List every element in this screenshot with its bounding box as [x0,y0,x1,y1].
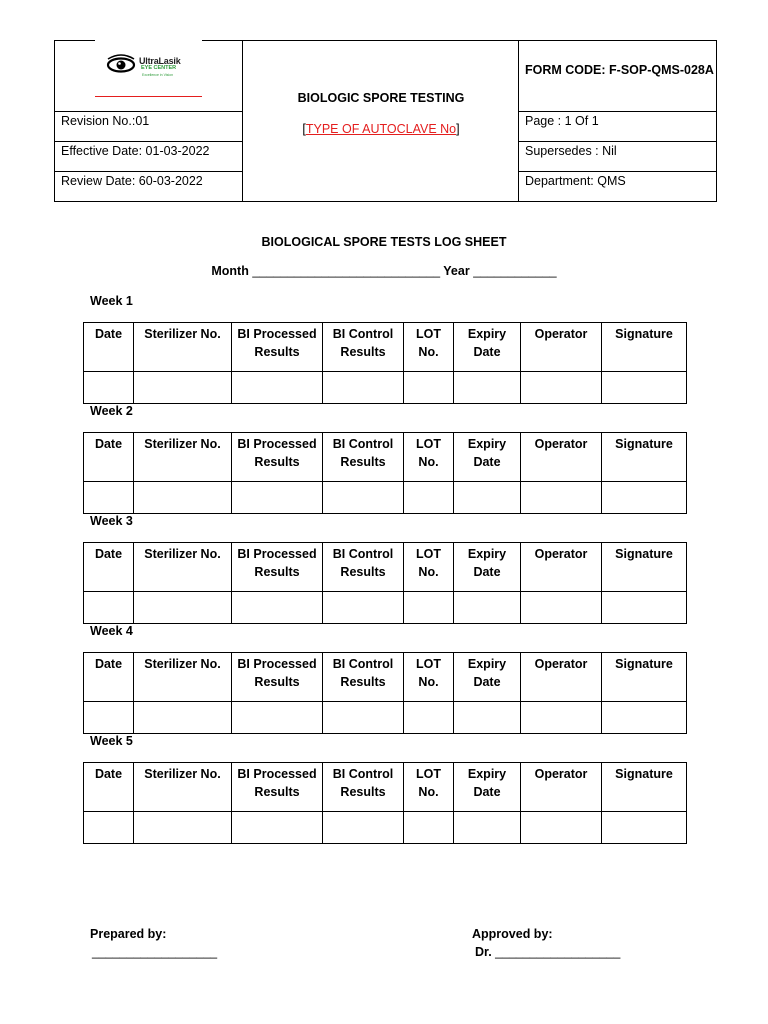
entry-cell[interactable] [134,372,232,404]
entry-cell[interactable] [323,592,404,624]
form-code: FORM CODE: F-SOP-QMS-028A [525,63,714,77]
column-header-line: No. [418,785,439,799]
column-header [84,763,134,812]
column-header [521,433,602,482]
entry-cell[interactable] [454,482,521,514]
column-header-line: No. [418,675,439,689]
approved-by-line[interactable]: Dr. __________________ [475,945,621,959]
column-header [232,653,323,702]
column-header-line: LOT [416,657,441,671]
week-label: Week 4 [90,624,133,638]
week-log-table [83,652,687,734]
department: Department: QMS [525,174,626,188]
column-header [323,653,404,702]
entry-cell[interactable] [602,372,687,404]
column-header-line: Results [254,565,300,579]
header-rule [518,111,717,112]
revision-number: Revision No.:01 [61,114,150,128]
header-gap [95,38,202,42]
entry-cell[interactable] [602,592,687,624]
entry-cell[interactable] [602,702,687,734]
column-header [232,323,323,372]
header-divider [518,40,519,202]
entry-cell[interactable] [521,482,602,514]
column-header [84,323,134,372]
autoclave-subtitle: [TYPE OF AUTOCLAVE No] [302,122,460,136]
column-header-line: No. [418,565,439,579]
column-header [454,433,521,482]
column-header [454,543,521,592]
entry-cell[interactable] [521,812,602,844]
column-header-line: Expiry [467,327,507,341]
page-number: Page : 1 Of 1 [525,114,599,128]
entry-cell[interactable] [404,812,454,844]
column-header-line: Operator [534,767,588,781]
entry-cell[interactable] [602,482,687,514]
column-header [454,323,521,372]
logo-brand: UltraLasik [139,56,181,66]
column-header [521,653,602,702]
column-header-line: LOT [416,547,441,561]
week-label: Week 1 [90,294,133,308]
supersedes: Supersedes : Nil [525,144,617,158]
column-header [602,323,687,372]
entry-cell[interactable] [232,812,323,844]
column-header-line: BI Processed [237,657,317,671]
column-header-line: BI Control [332,767,394,781]
week-label: Week 5 [90,734,133,748]
column-header-line: Date [473,565,501,579]
column-header [602,653,687,702]
column-header-line: LOT [416,767,441,781]
week-label: Week 2 [90,404,133,418]
column-header-line: Date [473,345,501,359]
prepared-by-signature-line[interactable]: __________________ [92,945,218,959]
table-row [84,812,687,844]
entry-cell[interactable] [134,812,232,844]
column-header-line: BI Control [332,437,394,451]
column-header [404,763,454,812]
column-header-line: Operator [534,327,588,341]
column-header-line: Date [473,785,501,799]
column-header [323,543,404,592]
table-row [84,592,687,624]
column-header-line: Signature [615,657,673,671]
column-header [323,763,404,812]
entry-cell[interactable] [521,372,602,404]
entry-cell[interactable] [454,812,521,844]
column-header [404,323,454,372]
column-header [521,323,602,372]
column-header-line: Operator [534,437,588,451]
table-header-row [84,543,687,592]
column-header-line: Signature [615,547,673,561]
logo-tagline: Excellence in Vision [142,73,174,77]
week-log-table [83,542,687,624]
entry-cell[interactable] [323,702,404,734]
column-header-line: Date [94,767,123,781]
table-row [84,482,687,514]
entry-cell[interactable] [232,482,323,514]
column-header-line: Date [473,455,501,469]
entry-cell[interactable] [404,482,454,514]
week-log-table [83,432,687,514]
table-header-row [84,763,687,812]
column-header-line: Signature [615,327,673,341]
entry-cell[interactable] [134,702,232,734]
column-header-line: No. [418,345,439,359]
column-header [134,433,232,482]
entry-cell[interactable] [323,482,404,514]
column-header-line: Results [340,345,386,359]
entry-cell[interactable] [454,702,521,734]
prepared-by-label: Prepared by: [90,927,167,941]
month-field[interactable]: ___________________________ [252,264,441,278]
column-header [134,653,232,702]
column-header [84,433,134,482]
column-header [404,543,454,592]
logo-subbrand: EYE CENTER [141,65,177,71]
column-header-line: Sterilizer No. [144,657,221,671]
column-header [232,433,323,482]
column-header-line: Results [254,345,300,359]
column-header-line: Date [94,327,123,341]
column-header [602,543,687,592]
column-header-line: BI Processed [237,327,317,341]
entry-cell[interactable] [454,372,521,404]
entry-cell[interactable] [84,812,134,844]
column-header-line: Date [473,675,501,689]
column-header-line: No. [418,455,439,469]
column-header-line: LOT [416,437,441,451]
column-header [134,323,232,372]
column-header-line: Results [340,455,386,469]
entry-cell[interactable] [134,482,232,514]
entry-cell[interactable] [323,372,404,404]
effective-date: Effective Date: 01-03-2022 [61,144,210,158]
column-header [521,763,602,812]
column-header [404,433,454,482]
table-row [84,702,687,734]
column-header-line: Operator [534,657,588,671]
table-row [84,372,687,404]
column-header-line: Sterilizer No. [144,437,221,451]
column-header-line: Results [254,785,300,799]
table-header-row [84,653,687,702]
entry-cell[interactable] [232,372,323,404]
column-header [84,653,134,702]
entry-cell[interactable] [454,592,521,624]
entry-cell[interactable] [84,482,134,514]
entry-cell[interactable] [84,702,134,734]
column-header-line: Expiry [467,547,507,561]
column-header-line: Expiry [467,437,507,451]
column-header-line: Date [94,437,123,451]
log-sheet-title: BIOLOGICAL SPORE TESTS LOG SHEET [261,235,507,249]
entry-cell[interactable] [404,372,454,404]
column-header [232,543,323,592]
column-header-line: Signature [615,437,673,451]
entry-cell[interactable] [404,702,454,734]
column-header-line: Operator [534,547,588,561]
column-header [84,543,134,592]
entry-cell[interactable] [404,592,454,624]
header-rule [54,111,243,112]
header-rule [518,141,717,142]
column-header-line: Date [94,657,123,671]
column-header-line: Sterilizer No. [144,767,221,781]
column-header-line: BI Processed [237,767,317,781]
column-header-line: Results [254,455,300,469]
header-rule [518,171,717,172]
entry-cell[interactable] [602,812,687,844]
logo-red-underline [95,96,202,97]
approved-by-label: Approved by: [472,927,553,941]
column-header [134,543,232,592]
header-divider [242,40,243,202]
column-header-line: Expiry [467,657,507,671]
entry-cell[interactable] [232,702,323,734]
column-header-line: BI Control [332,327,394,341]
column-header-line: Expiry [467,767,507,781]
month-year-line: Month ___________________________ Year ____________ [211,264,557,278]
column-header [454,763,521,812]
column-header [323,323,404,372]
column-header [134,763,232,812]
week-label: Week 3 [90,514,133,528]
week-log-table [83,762,687,844]
column-header-line: Results [340,675,386,689]
review-date: Review Date: 60-03-2022 [61,174,203,188]
entry-cell[interactable] [521,592,602,624]
week-log-table [83,322,687,404]
header-rule [54,141,243,142]
table-header-row [84,323,687,372]
column-header [404,653,454,702]
column-header [232,763,323,812]
column-header-line: Results [254,675,300,689]
column-header [454,653,521,702]
column-header-line: LOT [416,327,441,341]
company-logo [105,52,197,82]
entry-cell[interactable] [84,592,134,624]
column-header-line: Sterilizer No. [144,547,221,561]
entry-cell[interactable] [323,812,404,844]
table-header-row [84,433,687,482]
header-rule [54,171,243,172]
column-header-line: Date [94,547,123,561]
column-header [323,433,404,482]
column-header-line: Sterilizer No. [144,327,221,341]
entry-cell[interactable] [232,592,323,624]
entry-cell[interactable] [134,592,232,624]
column-header-line: BI Control [332,547,394,561]
entry-cell[interactable] [84,372,134,404]
column-header-line: Signature [615,767,673,781]
entry-cell[interactable] [521,702,602,734]
column-header [602,433,687,482]
column-header-line: Results [340,785,386,799]
column-header-line: Results [340,565,386,579]
column-header-line: BI Control [332,657,394,671]
year-field[interactable]: ____________ [473,264,557,278]
column-header-line: BI Processed [237,437,317,451]
column-header [521,543,602,592]
header-title: BIOLOGIC SPORE TESTING [297,91,465,105]
column-header-line: BI Processed [237,547,317,561]
column-header [602,763,687,812]
